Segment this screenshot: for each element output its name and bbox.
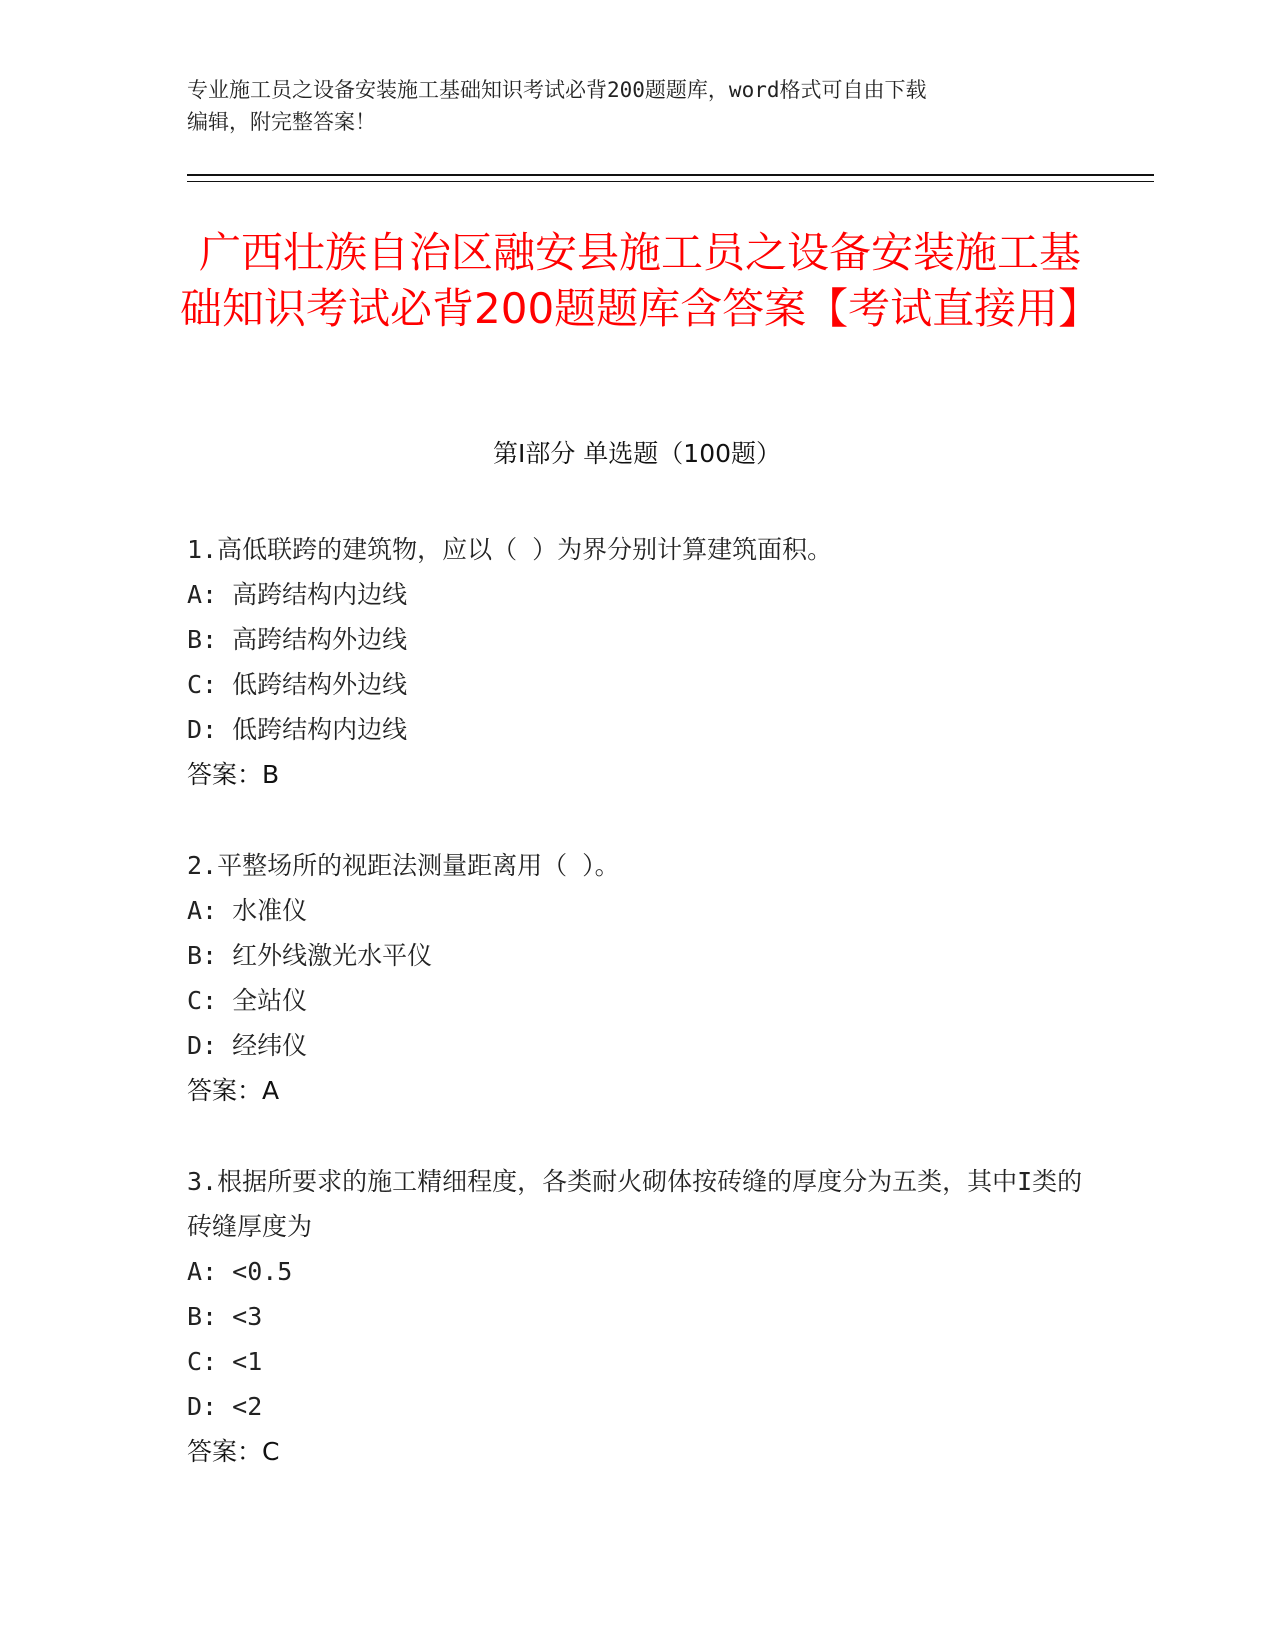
question-list <box>187 527 1087 1520</box>
option-a: A: 高跨结构内边线 <box>187 580 408 609</box>
question-item-1 <box>187 527 1087 797</box>
document-title: 广西壮族自治区融安县施工员之设备安装施工基础知识考试必背200题题库含答案【考试直接用】 <box>180 228 1101 333</box>
question-text: 3.根据所要求的施工精细程度，各类耐火砌体按砖缝的厚度分为五类，其中I类的砖缝厚度为 <box>187 1167 1083 1241</box>
option-a: A: <0.5 <box>187 1257 293 1286</box>
option-b: B: 高跨结构外边线 <box>187 625 408 654</box>
section-heading: 第I部分 单选题（100题） <box>492 439 782 468</box>
option-c: C: 低跨结构外边线 <box>187 670 408 699</box>
question-item-3 <box>187 1159 1087 1474</box>
header-note-line-2: 编辑，附完整答案！ <box>187 110 376 134</box>
option-a: A: 水准仪 <box>187 896 308 925</box>
option-b: B: 红外线激光水平仪 <box>187 941 433 970</box>
answer-line: 答案：A <box>187 1076 280 1105</box>
header-note <box>187 74 1067 138</box>
option-d: D: 低跨结构内边线 <box>187 715 408 744</box>
question-item-2 <box>187 843 1087 1113</box>
header-divider-thick <box>187 174 1154 176</box>
option-b: B: <3 <box>187 1302 263 1331</box>
answer-line: 答案：B <box>187 760 280 789</box>
question-text: 1.高低联跨的建筑物，应以（ ）为界分别计算建筑面积。 <box>187 535 833 564</box>
header-note-line-1: 专业施工员之设备安装施工基础知识考试必背200题题库，word格式可自由下载 <box>187 78 927 102</box>
question-text: 2.平整场所的视距法测量距离用（ ）。 <box>187 851 620 880</box>
option-d: D: <2 <box>187 1392 263 1421</box>
option-c: C: <1 <box>187 1347 263 1376</box>
answer-line: 答案：C <box>187 1437 280 1466</box>
header-divider-thin <box>187 181 1154 182</box>
option-c: C: 全站仪 <box>187 986 308 1015</box>
option-d: D: 经纬仪 <box>187 1031 308 1060</box>
